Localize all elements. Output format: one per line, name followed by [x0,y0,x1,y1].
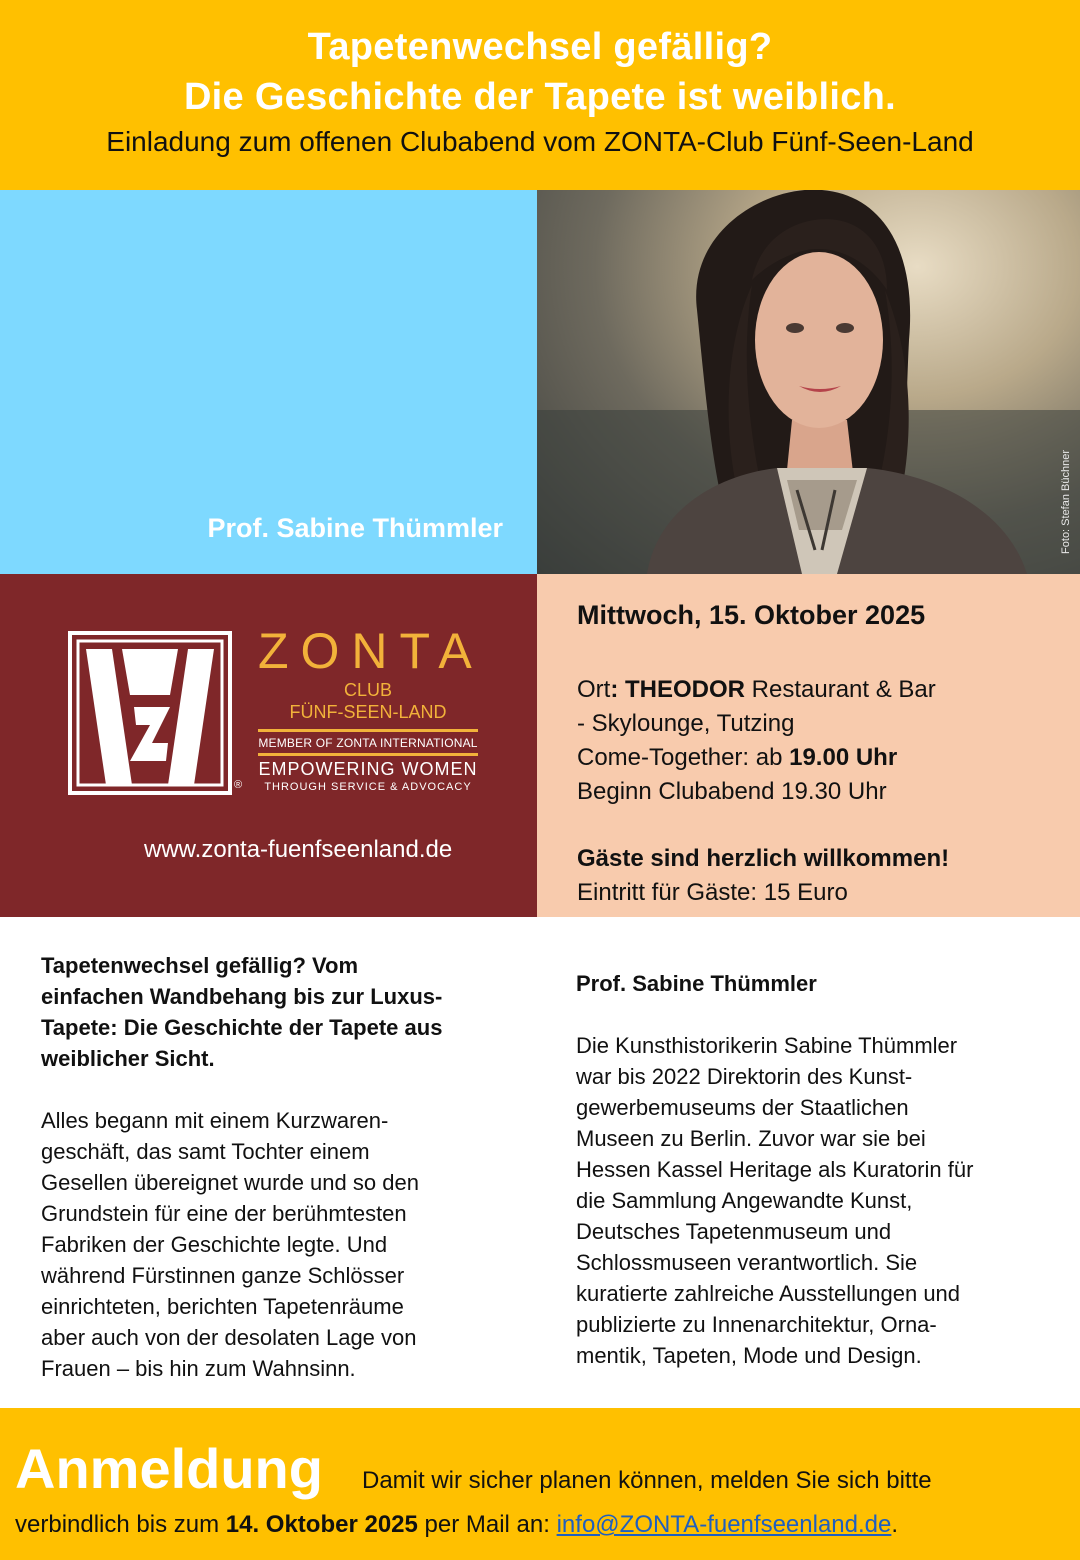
title-line-1: Tapetenwechsel gefällig? [307,26,773,68]
header-banner [0,0,1080,190]
through-line: THROUGH SERVICE & ADVOCACY [264,781,472,793]
text-line: mentik, Tapeten, Mode und Design. [576,1343,922,1368]
text-line: Fabriken der Geschichte legte. Und [41,1232,388,1257]
website-link[interactable]: www.zonta-fuenfseenland.de [144,836,453,863]
text-line: geschäft, das samt Tochter einem [41,1139,370,1164]
portrait-illustration [537,190,1080,574]
bio-text [576,1030,1046,1371]
registration-text-2 [15,1511,898,1539]
lead-line: einfachen Wandbehang bis zur Luxus- [41,984,443,1009]
registration-deadline: 14. Oktober 2025 [225,1511,418,1538]
empowering-line: EMPOWERING WOMEN [258,759,478,779]
registration-end: . [891,1511,899,1538]
event-date: Mittwoch, 15. Oktober 2025 [577,600,926,630]
come-together-time: 19.00 Uhr [789,744,898,771]
text-line: Frauen – bis hin zum Wahnsinn. [41,1356,356,1381]
lead-line: Tapetenwechsel gefällig? Vom [41,953,359,978]
club-location: FÜNF-SEEN-LAND [289,702,447,722]
photo-credit: Foto: Stefan Büchner [1060,450,1072,554]
text-line: Museen zu Berlin. Zuvor war sie bei [576,1126,926,1151]
zonta-wordmark: ZONTA [258,623,484,679]
text-line: kuratierte zahlreiche Ausstellungen und [576,1281,961,1306]
guests-welcome: Gäste sind herzlich willkommen! [577,845,950,872]
come-together-line [577,744,897,772]
zonta-logo-panel [0,574,537,917]
venue-line [577,676,936,704]
registration-heading: Anmeldung [15,1437,323,1500]
text-line: war bis 2022 Direktorin des Kunst- [576,1064,913,1089]
come-together-prefix: Come-Together: ab [577,744,790,771]
venue-prefix: Ort [577,676,611,703]
text-line: Die Kunsthistorikerin Sabine Thümmler [576,1033,958,1058]
text-line: aber auch von der desolaten Lage von [41,1325,417,1350]
registered-mark: ® [234,779,243,791]
text-line: Grundstein für eine der berühmtesten [41,1201,407,1226]
venue-rest: Restaurant & Bar [745,676,936,703]
article-left [41,950,511,1384]
club-label: CLUB [343,680,392,700]
speaker-photo [537,190,1080,574]
article-text [41,1105,511,1384]
subtitle: Einladung zum offenen Clubabend vom ZONTA-Club Fünf-Seen-Land [106,126,974,157]
zonta-emblem [68,631,232,795]
zonta-emblem-icon [72,635,228,791]
venue-line-2: - Skylounge, Tutzing [577,710,795,737]
text-line: Deutsches Tapetenmuseum und [576,1219,892,1244]
text-line: Gesellen übereignet wurde und so den [41,1170,419,1195]
text-line: Alles begann mit einem Kurzwaren- [41,1108,389,1133]
registration-text-1: Damit wir sicher planen können, melden Sie sich bitte [362,1467,932,1494]
text-line: Hessen Kassel Heritage als Kuratorin für [576,1157,974,1182]
title-line-2: Die Geschichte der Tapete ist weiblich. [183,76,897,118]
registration-prefix: verbindlich bis zum [15,1511,226,1538]
venue-colon: : [610,676,625,703]
member-line: MEMBER OF ZONTA INTERNATIONAL [258,736,478,750]
text-line: publizierte zu Innenarchitektur, Orna- [576,1312,937,1337]
venue-name: THEODOR [625,676,745,703]
registration-mid: per Mail an: [417,1511,557,1538]
speaker-name-panel [0,190,537,574]
entry-fee: Eintritt für Gäste: 15 Euro [577,879,848,906]
text-line: einrichteten, berichten Tapetenräume [41,1294,404,1319]
begin-line: Beginn Clubabend 19.30 Uhr [577,778,887,805]
article-lead [41,950,511,1074]
bio-heading: Prof. Sabine Thümmler [576,971,817,996]
logo-divider [258,729,478,732]
event-details-panel [537,574,1080,917]
registration-footer [0,1408,1080,1560]
article-right [576,968,1046,1371]
lead-line: Tapete: Die Geschichte der Tapete aus [41,1015,443,1040]
text-line: während Fürstinnen ganze Schlösser [41,1263,405,1288]
lead-line: weiblicher Sicht. [41,1046,215,1071]
text-line: gewerbemuseums der Staatlichen [576,1095,909,1120]
speaker-name: Prof. Sabine Thümmler [207,513,503,543]
text-line: Schlossmuseen verantwortlich. Sie [576,1250,918,1275]
email-link[interactable]: info@ZONTA-fuenfseenland.de [556,1511,892,1538]
text-line: die Sammlung Angewandte Kunst, [576,1188,913,1213]
logo-divider [258,753,478,756]
